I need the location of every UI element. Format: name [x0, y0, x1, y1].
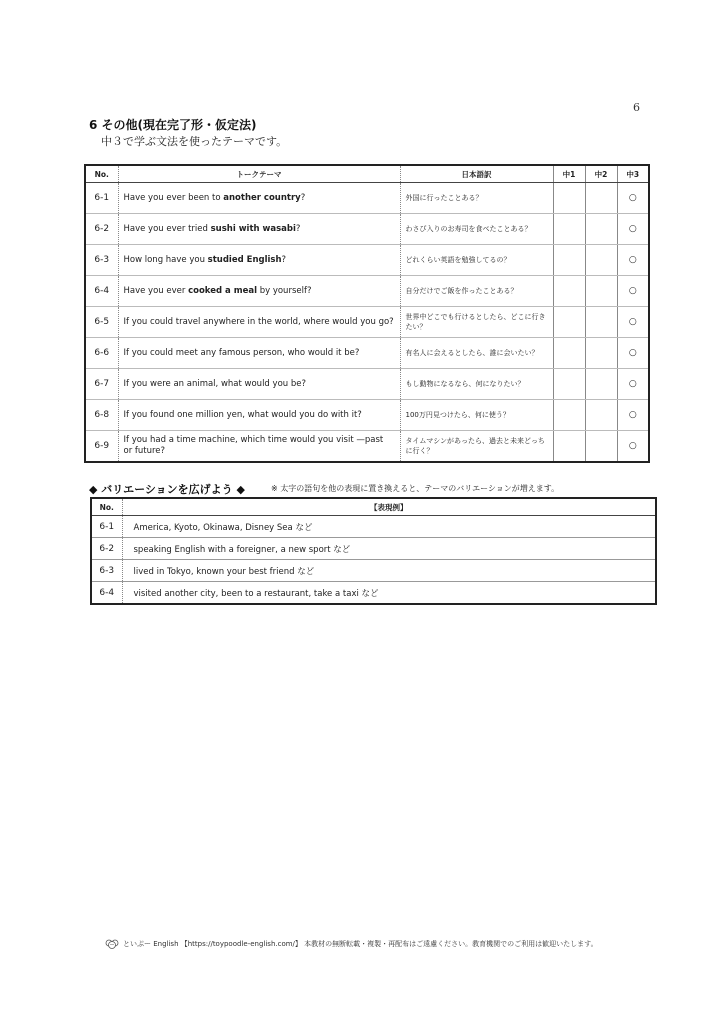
variation-table	[90, 497, 657, 605]
japanese-translation: もし動物になるなら、何になりたい？	[400, 369, 553, 400]
grade-1-mark	[553, 369, 585, 400]
table-row	[91, 560, 656, 582]
talk-theme-text: Have you ever been to another country?	[118, 183, 400, 214]
talk-theme-text: Have you ever tried sushi with wasabi?	[118, 214, 400, 245]
grade-1-mark	[553, 431, 585, 463]
grade-3-mark: ○	[617, 214, 649, 245]
header-grade-3: 中3	[617, 165, 649, 183]
grade-2-mark	[585, 338, 617, 369]
variation-note: ※ 太字の語句を他の表現に置き換えると、テーマのバリエーションが増えます。	[271, 484, 560, 493]
table-row	[91, 516, 656, 538]
japanese-translation: 世界中どこでも行けるとしたら、どこに行きたい？	[400, 307, 553, 338]
table-row	[85, 214, 649, 245]
grade-3-mark: ○	[617, 245, 649, 276]
grade-3-mark: ○	[617, 338, 649, 369]
grade-3-mark: ○	[617, 183, 649, 214]
header-examples: 【表現例】	[122, 498, 656, 516]
header-grade-2: 中2	[585, 165, 617, 183]
talk-theme-text: If you had a time machine, which time would you visit —past or future?	[118, 431, 400, 463]
grade-1-mark	[553, 183, 585, 214]
grade-1-mark	[553, 276, 585, 307]
row-number: 6-8	[85, 400, 118, 431]
grade-2-mark	[585, 245, 617, 276]
header-grade-1: 中1	[553, 165, 585, 183]
table-header-row	[91, 498, 656, 516]
expression-examples: lived in Tokyo, known your best friend など	[122, 560, 656, 582]
grade-1-mark	[553, 338, 585, 369]
row-number: 6-1	[91, 516, 122, 538]
grade-1-mark	[553, 245, 585, 276]
row-number: 6-7	[85, 369, 118, 400]
row-number: 6-1	[85, 183, 118, 214]
japanese-translation: どれくらい英語を勉強してるの？	[400, 245, 553, 276]
row-number: 6-2	[91, 538, 122, 560]
variation-title: ◆ バリエーションを広げよう ◆	[89, 483, 245, 496]
section-title: 6 その他(現在完了形・仮定法)	[89, 118, 257, 132]
grade-2-mark	[585, 431, 617, 463]
grade-2-mark	[585, 183, 617, 214]
section-subtitle: 中３で学ぶ文法を使ったテーマです。	[101, 135, 288, 148]
talk-theme-text: If you could meet any famous person, who would it be?	[118, 338, 400, 369]
grade-3-mark: ○	[617, 307, 649, 338]
grade-1-mark	[553, 307, 585, 338]
table-row	[85, 431, 649, 463]
grade-2-mark	[585, 400, 617, 431]
talk-theme-text: Have you ever cooked a meal by yourself?	[118, 276, 400, 307]
expression-examples: speaking English with a foreigner, a new sport など	[122, 538, 656, 560]
grade-3-mark: ○	[617, 400, 649, 431]
grade-3-mark: ○	[617, 369, 649, 400]
table-row	[85, 338, 649, 369]
grade-1-mark	[553, 214, 585, 245]
row-number: 6-3	[85, 245, 118, 276]
grade-3-mark: ○	[617, 276, 649, 307]
talk-theme-text: If you found one million yen, what would you do with it?	[118, 400, 400, 431]
row-number: 6-2	[85, 214, 118, 245]
expression-examples: visited another city, been to a restaurant, take a taxi など	[133, 588, 379, 599]
japanese-translation: 外国に行ったことある？	[400, 183, 553, 214]
poodle-logo-icon	[105, 938, 119, 950]
talk-theme-text: If you could travel anywhere in the world, where would you go?	[118, 307, 400, 338]
row-number: 6-3	[91, 560, 122, 582]
grade-1-mark	[553, 400, 585, 431]
japanese-translation: タイムマシンがあったら、過去と未来どっちに行く？	[400, 431, 553, 463]
japanese-translation: わさび入りのお寿司を食べたことある？	[400, 214, 553, 245]
row-number: 6-4	[85, 276, 118, 307]
table-row	[85, 369, 649, 400]
footer	[105, 938, 598, 950]
table-row	[85, 245, 649, 276]
japanese-translation: 自分だけでご飯を作ったことある？	[400, 276, 553, 307]
grade-3-mark: ○	[628, 440, 637, 451]
table-row	[91, 538, 656, 560]
table-row	[85, 183, 649, 214]
table-row	[85, 307, 649, 338]
header-japanese: 日本語訳	[400, 165, 553, 183]
table-row	[85, 400, 649, 431]
header-no: No.	[85, 165, 118, 183]
row-number: 6-9	[85, 431, 118, 463]
grade-2-mark	[585, 214, 617, 245]
row-number: 6-5	[85, 307, 118, 338]
grade-2-mark	[585, 276, 617, 307]
table-row	[85, 276, 649, 307]
expression-examples: America, Kyoto, Okinawa, Disney Sea など	[122, 516, 656, 538]
table-header-row	[85, 165, 649, 183]
row-number: 6-6	[85, 338, 118, 369]
table-row	[91, 582, 656, 605]
grade-2-mark	[585, 307, 617, 338]
japanese-translation: 100万円見つけたら、何に使う？	[400, 400, 553, 431]
header-talk-theme: トークテーマ	[118, 165, 400, 183]
footer-text: といぷー English 【https://toypoodle-english.com/】 本教材の無断転載・複製・再配布はご遠慮ください。教育機関でのご利用は歓迎いたします。	[123, 940, 598, 948]
grade-2-mark	[585, 369, 617, 400]
page-number: 6	[633, 101, 640, 114]
row-number: 6-4	[91, 582, 122, 605]
header-no: No.	[91, 498, 122, 516]
talk-theme-table	[84, 164, 650, 463]
talk-theme-text: How long have you studied English?	[118, 245, 400, 276]
talk-theme-text: If you were an animal, what would you be?	[118, 369, 400, 400]
japanese-translation: 有名人に会えるとしたら、誰に会いたい？	[400, 338, 553, 369]
